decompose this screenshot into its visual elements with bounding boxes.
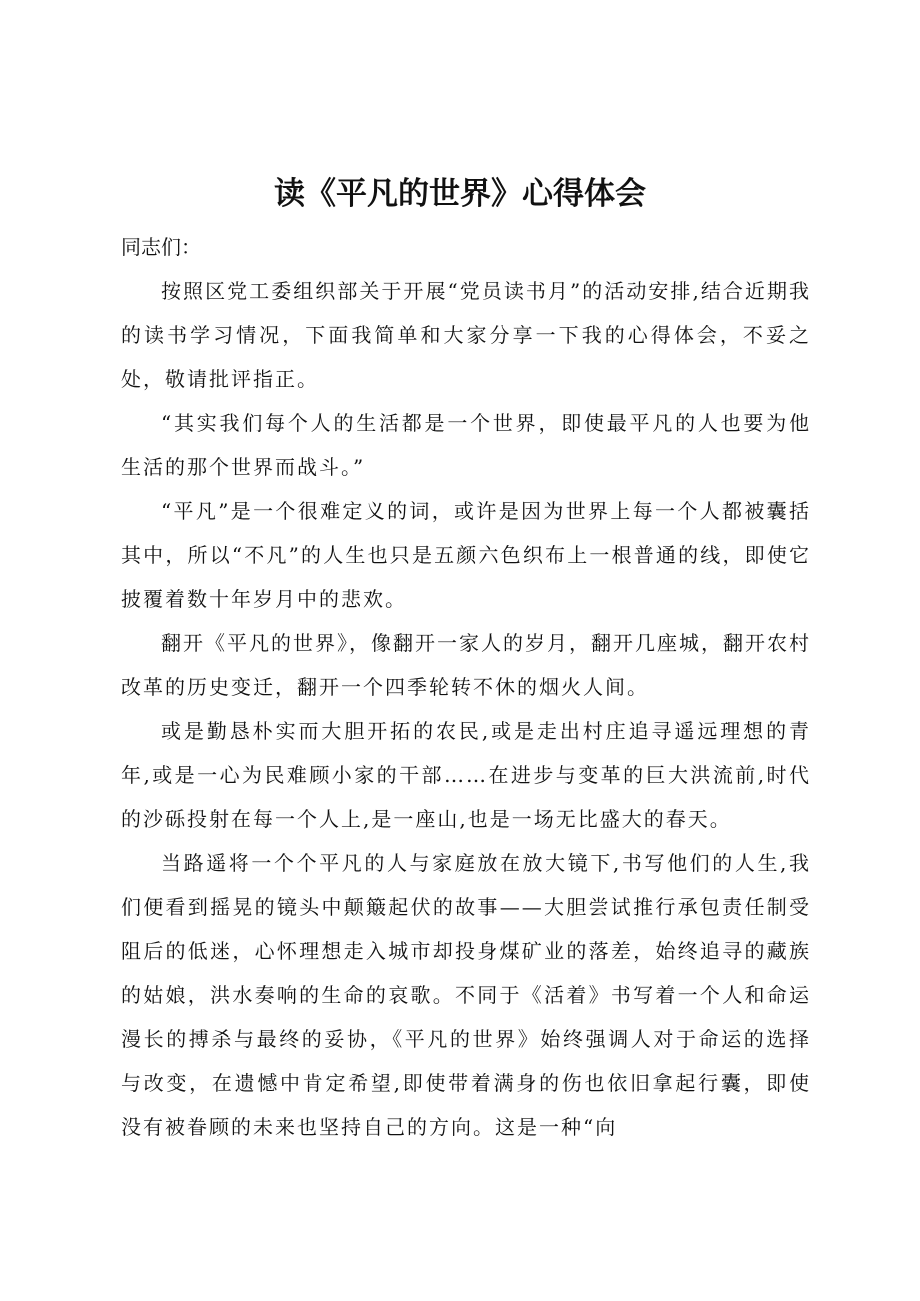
paragraph-opening-book: 翻开《平凡的世界》，像翻开一家人的岁月，翻开几座城，翻开农村改革的历史变迁，翻开一个四季轮转不休的烟火人间。	[121, 631, 811, 699]
paragraph-characters: 或是勤恳朴实而大胆开拓的农民,或是走出村庄追寻遥远理想的青年,或是一心为民难顾小家的干部……在进步与变革的巨大洪流前,时代的沙砾投射在每一个人上,是一座山,也是一场无比盛大的春天。	[121, 719, 811, 831]
document-body	[121, 225, 811, 1149]
paragraph-intro: 按照区党工委组织部关于开展“党员读书月”的活动安排,结合近期我的读书学习情况，下面我简单和大家分享一下我的心得体会，不妥之处，敬请批评指正。	[121, 279, 811, 391]
salutation: 同志们：	[121, 235, 201, 259]
paragraph-lu-yao: 当路遥将一个个平凡的人与家庭放在放大镜下,书写他们的人生,我们便看到摇晃的镜头中颠簸起伏的故事——大胆尝试推行承包责任制受阻后的低迷，心怀理想走入城市却投身煤矿业的落差，始终追寻的藏族的姑娘，洪水奏响的生命的哀歌。不同于《活着》书写着一个人和命运漫长的搏杀与最终的妥协，《平凡的世界》始终强调人对于命运的选择与改变，在遗憾中肯定希望,即使带着满身的伤也依旧拿起行囊，即使没有被眷顾的未来也坚持自己的方向。这是一种“向	[121, 851, 811, 1139]
paragraph-ordinary: “平凡”是一个很难定义的词，或许是因为世界上每一个人都被囊括其中，所以“不凡”的人生也只是五颜六色织布上一根普通的线，即使它披覆着数十年岁月中的悲欢。	[121, 499, 811, 611]
paragraph-quote: “其实我们每个人的生活都是一个世界，即使最平凡的人也要为他生活的那个世界而战斗。”	[121, 411, 811, 479]
document-title: 读《平凡的世界》心得体会	[274, 176, 646, 212]
